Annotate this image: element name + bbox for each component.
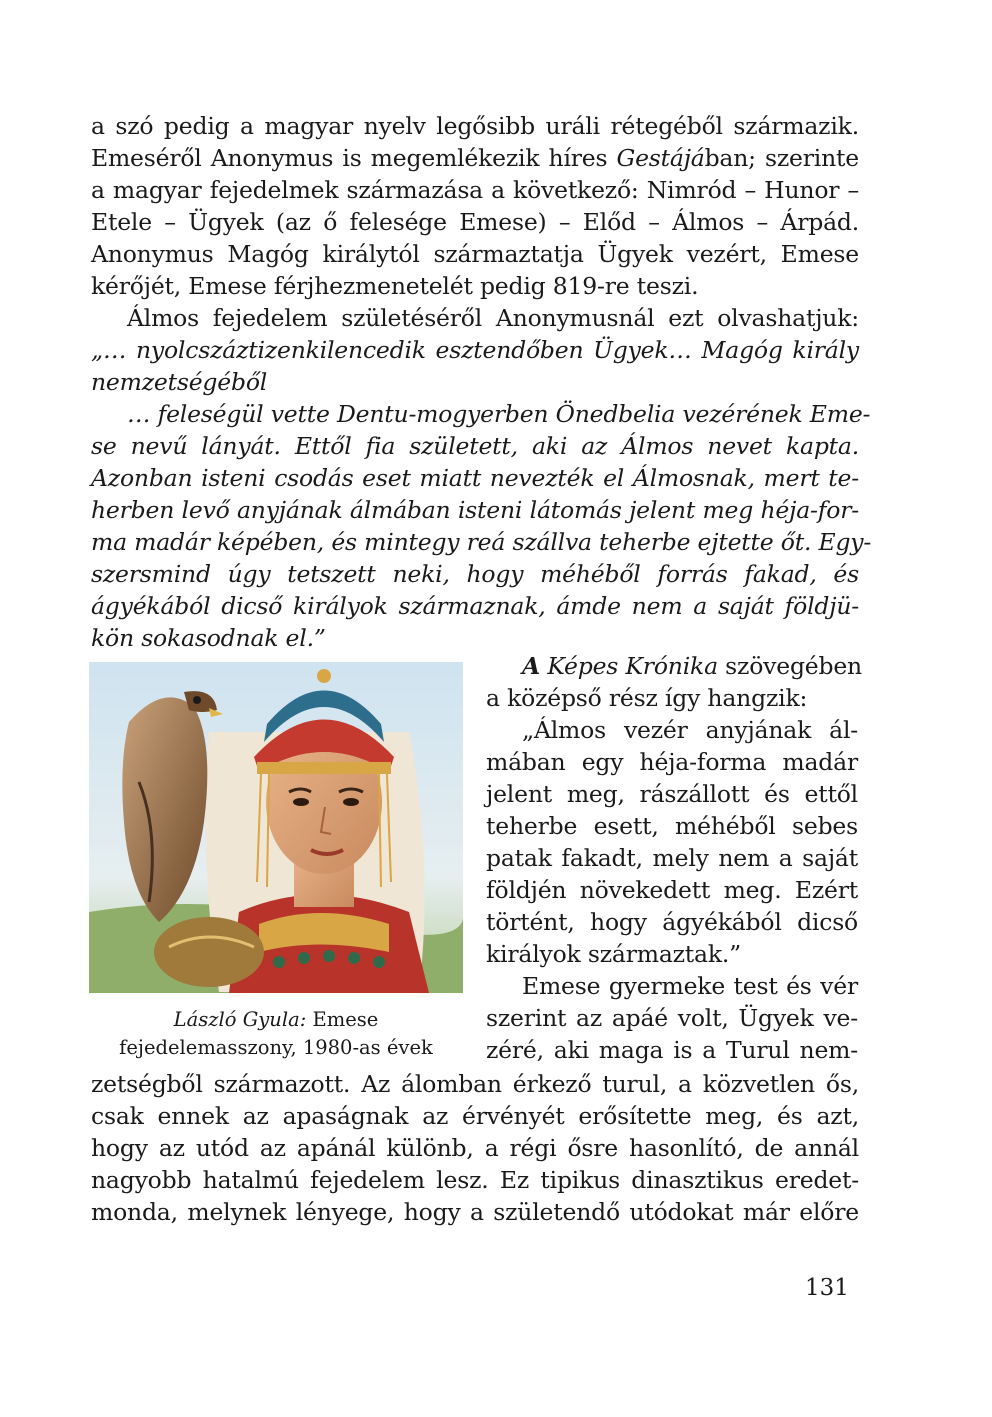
quote-line: herben levő anyjának álmában isteni látomás jelent meg héja-for- [91, 496, 859, 524]
quote-line: Azonban isteni csodás eset miatt nevezték el Álmosnak, mert te- [91, 464, 859, 492]
text-line: zetségből származott. Az álomban érkező turul, a közvetlen ős, [91, 1070, 859, 1098]
caption-line: fejedelemasszony, 1980-as évek [119, 1036, 433, 1059]
text-line: Anonymus Magóg királytól származtatja Ügyek vezért, Emese [91, 240, 859, 268]
text-line: Emeséről Anonymus is megemlékezik híres Gestájában; szerinte [91, 144, 859, 172]
text-line: jelent meg, rászállott és ettől [486, 780, 858, 808]
text-line: monda, melynek lényege, hogy a születendő utódokat már előre [91, 1198, 859, 1226]
page-number: 131 [805, 1275, 849, 1301]
emese-painting [89, 662, 463, 993]
chronicle-title: Képes Krónika [547, 652, 718, 680]
text-line: kérőjét, Emese férjhezmenetelét pedig 819-re teszi. [91, 272, 699, 300]
text-line: „Álmos vezér anyjának ál- [522, 716, 858, 744]
closing-paragraph [91, 1068, 859, 1228]
chronicle-paragraph [486, 650, 862, 1066]
caption-title: Emese [312, 1008, 379, 1031]
text-line: szerint az apáé volt, Ügyek ve- [486, 1004, 858, 1032]
caption-author: László Gyula: [173, 1008, 307, 1031]
text-line: csak ennek az apaságnak az érvényét erősítette meg, és azt, [91, 1102, 859, 1130]
text-line: Álmos fejedelem születéséről Anonymusnál ezt olvashatjuk: [127, 304, 859, 332]
quote-line: ágyékából dicső királyok származnak, ámde nem a saját földjü- [91, 592, 859, 620]
text-line: patak fakadt, mely nem a saját [486, 844, 858, 872]
text-line: mában egy héja-forma madár [486, 748, 858, 776]
quote-line: „… nyolcszáztizenkilencedik esztendőben Ügyek… Magóg király [91, 336, 859, 364]
quote-line: szersmind úgy tetszett neki, hogy méhéből forrás fakad, és [91, 560, 859, 588]
quote-line: se nevű lányát. Ettől fia született, aki az Álmos nevet kapta. [91, 432, 859, 460]
text-line: Etele – Ügyek (az ő felesége Emese) – Előd – Álmos – Árpád. [91, 208, 859, 236]
quote-line: nemzetségéből [91, 368, 268, 396]
text-line: történt, hogy ágyékából dicső [486, 908, 858, 936]
text-line: Emese gyermeke test és vér [522, 972, 858, 1000]
text-line: a magyar fejedelmek származása a következő: Nimród – Hunor – [91, 176, 859, 204]
quote-line: ma madár képében, és mintegy reá szállva teherbe ejtette őt. Egy- [91, 528, 872, 556]
painting-illustration [89, 662, 463, 993]
quote-line: kön sokasodnak el.” [91, 624, 326, 652]
chronicle-a: A [522, 652, 541, 680]
text-line: királyok származtak.” [486, 940, 741, 968]
gesta-title: Gestájá [616, 144, 705, 172]
text-line: hogy az utód az apánál különb, a régi ősre hasonlító, de annál [91, 1134, 859, 1162]
text-line: zéré, aki maga is a Turul nem- [486, 1036, 858, 1064]
quote-line: … feleségül vette Dentu-mogyerben Önedbelia vezérének Eme- [127, 400, 871, 428]
text-line: teherbe esett, méhéből sebes [486, 812, 858, 840]
text-line: a szó pedig a magyar nyelv legősibb uráli rétegéből származik. [91, 112, 859, 140]
text-line: nagyobb hatalmú fejedelem lesz. Ez tipikus dinasztikus eredet- [91, 1166, 859, 1194]
text-line: A Képes Krónika szövegében [522, 652, 862, 680]
anonymus-quote [91, 334, 872, 654]
text-line: a középső rész így hangzik: [486, 684, 808, 712]
text-line: földjén növekedett meg. Ezért [486, 876, 858, 904]
figure-caption [89, 1006, 463, 1062]
intro-paragraph [91, 110, 859, 334]
